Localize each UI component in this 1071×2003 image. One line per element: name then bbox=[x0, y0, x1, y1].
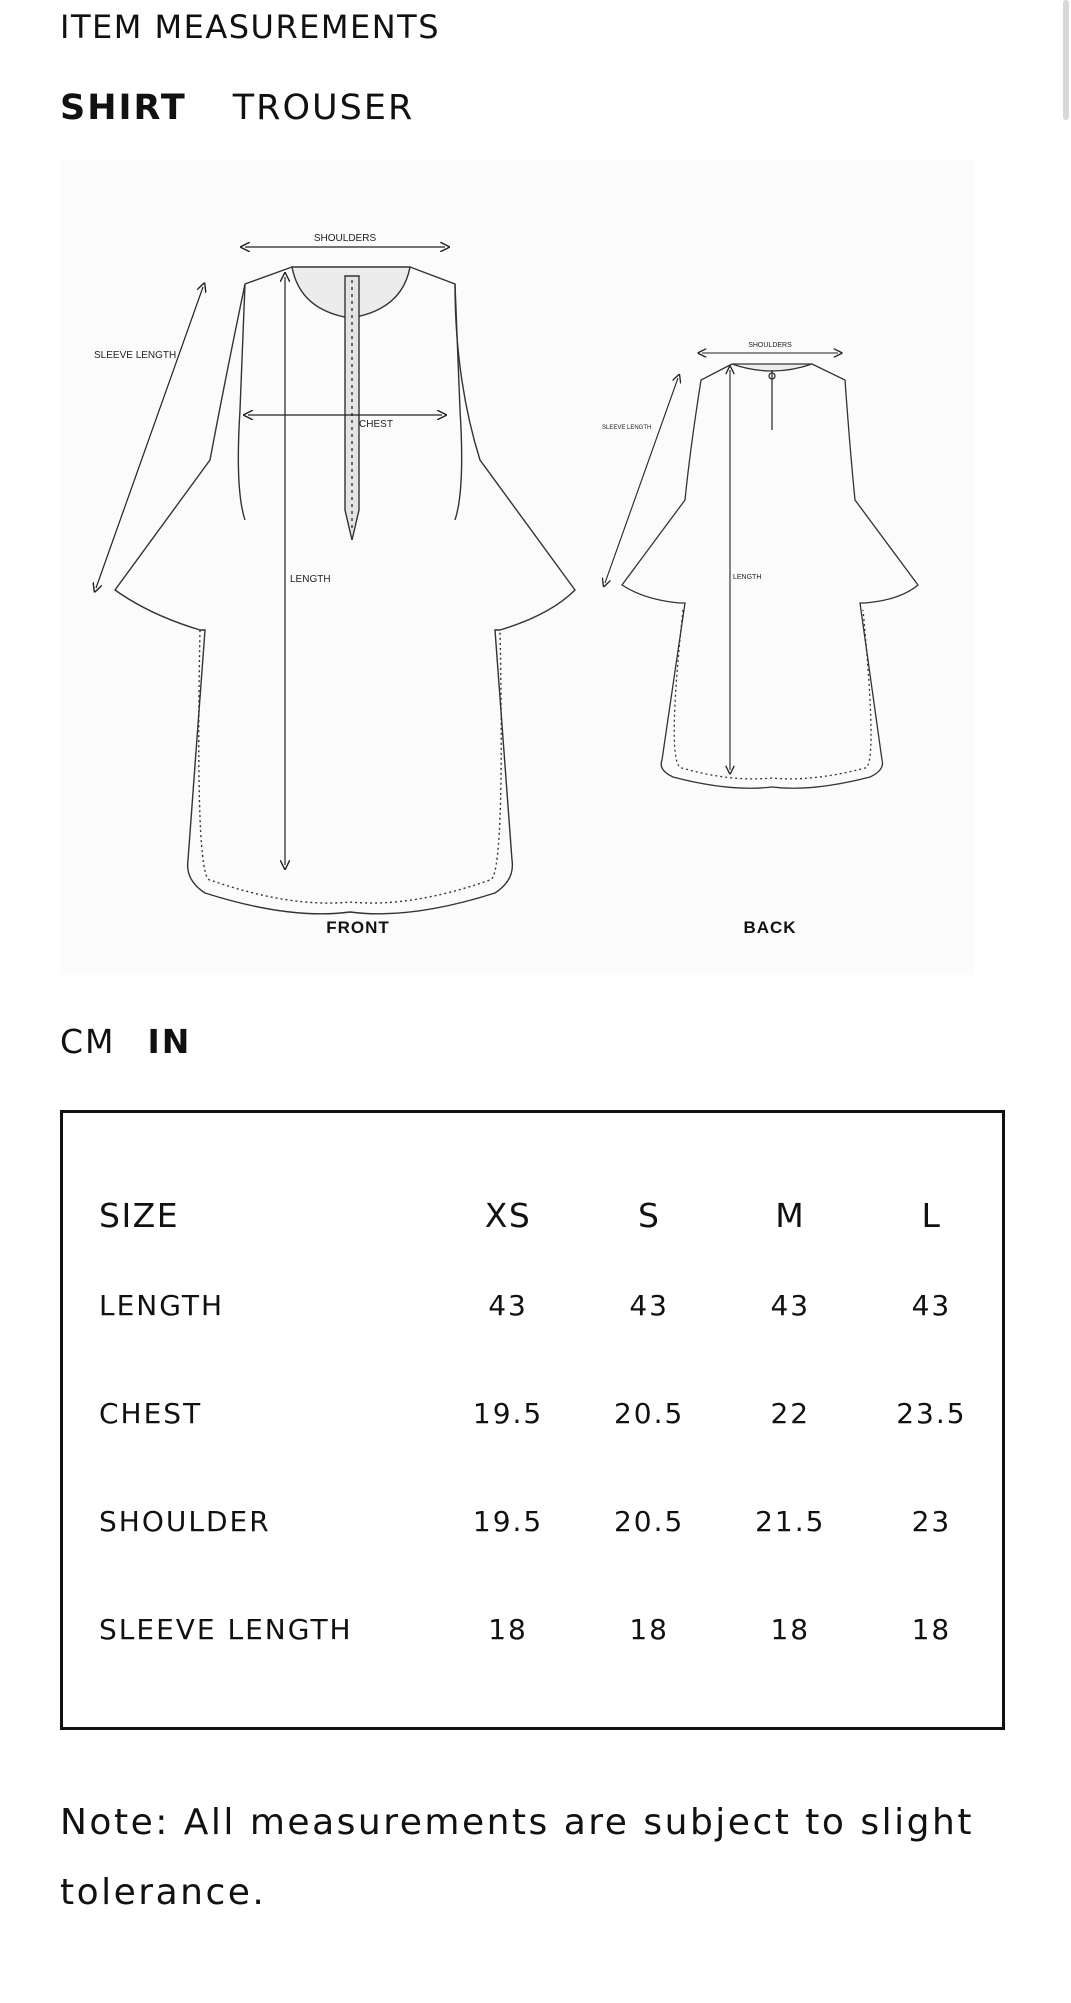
tab-shirt[interactable]: SHIRT bbox=[60, 88, 187, 128]
table-cell: 18 bbox=[911, 1612, 952, 1646]
row-label: LENGTH bbox=[99, 1288, 225, 1322]
table-cell: 43 bbox=[911, 1288, 952, 1322]
unit-cm-option[interactable]: CM bbox=[60, 1022, 116, 1061]
table-row bbox=[99, 1575, 1002, 1683]
header-m: M bbox=[775, 1195, 806, 1235]
back-sleeve-length-label: SLEEVE LENGTH bbox=[602, 425, 652, 431]
table-row bbox=[99, 1359, 1002, 1467]
table-cell: 19.5 bbox=[472, 1396, 544, 1430]
header-size: SIZE bbox=[99, 1195, 180, 1235]
garment-tabs bbox=[60, 88, 414, 128]
size-chart bbox=[60, 1110, 1005, 1730]
front-length-label: LENGTH bbox=[290, 574, 331, 585]
table-cell: 43 bbox=[629, 1288, 669, 1322]
table-cell: 19.5 bbox=[472, 1504, 544, 1538]
unit-toggle bbox=[60, 1022, 191, 1061]
table-cell: 20.5 bbox=[613, 1396, 685, 1430]
header-xs: XS bbox=[484, 1195, 532, 1235]
table-row bbox=[99, 1251, 1002, 1359]
table-cell: 18 bbox=[488, 1612, 528, 1646]
front-caption: FRONT bbox=[326, 918, 390, 937]
page-title: ITEM MEASUREMENTS bbox=[60, 8, 441, 46]
table-cell: 18 bbox=[629, 1612, 669, 1646]
row-label: SLEEVE LENGTH bbox=[99, 1612, 353, 1646]
table-cell: 43 bbox=[770, 1288, 811, 1322]
back-caption: BACK bbox=[743, 918, 797, 937]
back-shirt-drawing bbox=[622, 364, 918, 788]
table-cell: 20.5 bbox=[613, 1504, 685, 1538]
table-cell: 21.5 bbox=[755, 1504, 826, 1538]
measurement-diagram bbox=[60, 160, 974, 975]
table-cell: 23 bbox=[911, 1504, 952, 1538]
header-s: S bbox=[637, 1195, 661, 1235]
table-cell: 43 bbox=[488, 1288, 528, 1322]
scrollbar[interactable] bbox=[1063, 0, 1069, 120]
row-label: CHEST bbox=[99, 1396, 203, 1430]
back-length-label: LENGTH bbox=[733, 574, 762, 581]
table-cell: 22 bbox=[770, 1396, 811, 1430]
tolerance-note: Note: All measurements are subject to slight tolerance. bbox=[60, 1802, 974, 1913]
table-cell: 18 bbox=[770, 1612, 811, 1646]
tab-trouser[interactable]: TROUSER bbox=[232, 88, 415, 128]
table-row bbox=[99, 1467, 1002, 1575]
row-label: SHOULDER bbox=[99, 1504, 271, 1538]
table-header-row bbox=[99, 1179, 1002, 1251]
front-shirt-drawing bbox=[115, 267, 575, 914]
table-cell: 23.5 bbox=[896, 1396, 967, 1430]
back-shoulders-label: SHOULDERS bbox=[748, 342, 792, 349]
front-shoulders-label: SHOULDERS bbox=[313, 233, 377, 244]
unit-in-option[interactable]: IN bbox=[147, 1022, 192, 1061]
front-chest-label: CHEST bbox=[359, 419, 393, 430]
front-sleeve-length-label: SLEEVE LENGTH bbox=[94, 350, 177, 361]
header-l: L bbox=[921, 1195, 942, 1235]
size-table bbox=[99, 1179, 1002, 1683]
